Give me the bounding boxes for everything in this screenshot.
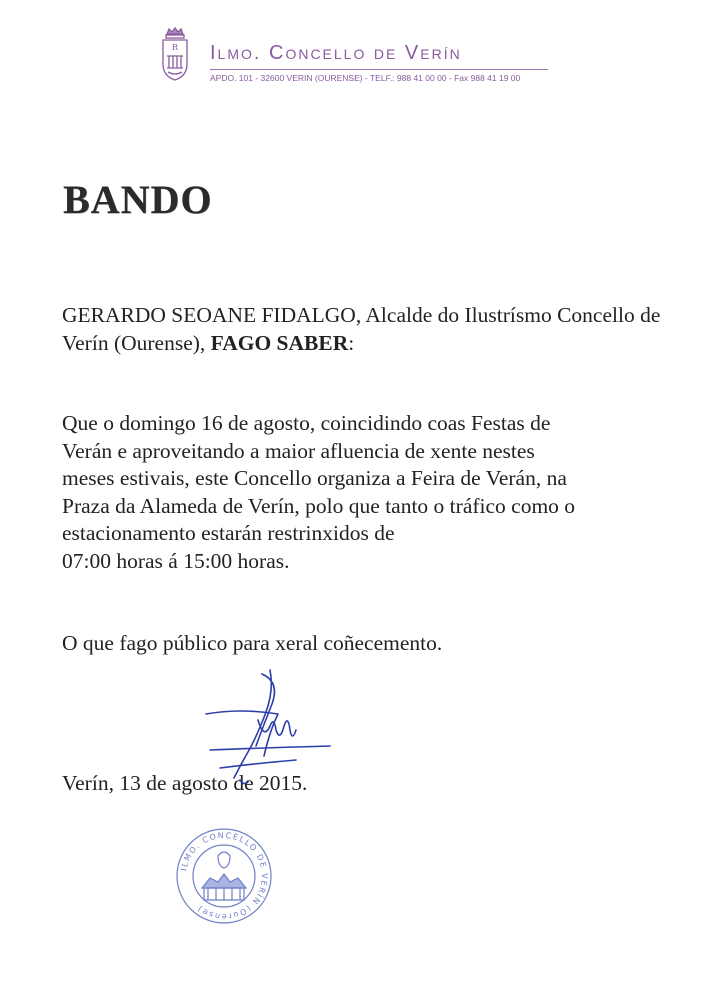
organization-name: Ilmo. Concello de Verín xyxy=(210,42,462,64)
official-seal-icon xyxy=(174,826,274,926)
organization-contact: APDO. 101 - 32600 VERIN (OURENSE) - TELF.: 988 41 00 00 - Fax 988 41 19 00 xyxy=(210,73,521,83)
mayor-name: GERARDO SEOANE FIDALGO xyxy=(62,303,356,327)
dateline: Verín, 13 de agosto de 2015. xyxy=(62,771,308,795)
announcement-line: estacionamento estarán restrinxidos de xyxy=(62,521,395,545)
intro-text: , Alcalde do Ilustrísmo Concello de Verín (Ourense), xyxy=(62,303,661,355)
announcement-line: Que o domingo 16 de agosto, coincidindo coas Festas de xyxy=(62,411,551,435)
coat-of-arms-icon xyxy=(160,26,190,82)
intro-paragraph: GERARDO SEOANE FIDALGO, Alcalde do Ilustrísmo Concello de Verín (Ourense), FAGO SABER: xyxy=(62,303,661,355)
announcement-line: meses estivais, este Concello organiza a Feira de Verán, na xyxy=(62,466,567,490)
announcement-paragraph xyxy=(62,410,652,575)
announcement-line: Verán e aproveitando a maior afluencia de xente nestes xyxy=(62,438,535,463)
announcement-line: 07:00 horas á 15:00 horas. xyxy=(62,548,290,573)
fago-saber: FAGO SABER xyxy=(210,330,349,355)
svg-text:R: R xyxy=(171,43,179,52)
signature-icon xyxy=(200,660,345,800)
document-title: BANDO xyxy=(63,177,213,222)
closing-paragraph: O que fago público para xeral coñecemento. xyxy=(62,631,443,655)
letterhead-divider xyxy=(210,69,548,70)
letterhead xyxy=(160,26,580,86)
seal-ring-text: ILMO. CONCELLO DE VERÍN (Ourense) xyxy=(179,830,270,922)
announcement-line: Praza da Alameda de Verín, polo que tanto o tráfico como o xyxy=(62,493,576,518)
